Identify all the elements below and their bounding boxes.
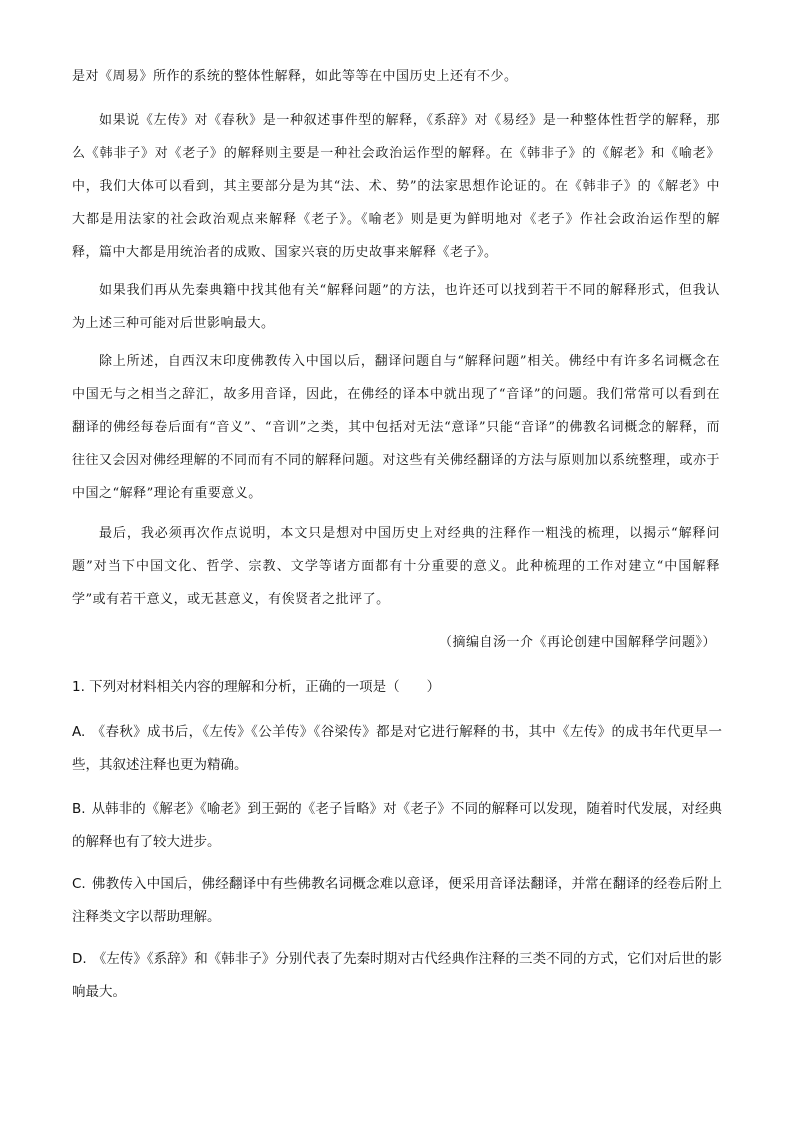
option-b[interactable]	[72, 793, 722, 859]
question-stem: 1. 下列对材料相关内容的理解和分析，正确的一项是（ ）	[72, 679, 441, 695]
option-c[interactable]	[72, 868, 722, 934]
passage-paragraph-0: 是对《周易》所作的系统的整体性解释，如此等等在中国历史上还有不少。	[72, 69, 518, 84]
option-d-text: 《左传》《系辞》和《韩非子》分别代表了先秦时期对古代经典作注释的三类不同的方式，它们对后世的影响最大。	[72, 951, 722, 1000]
option-b-text: 从韩非的《解老》《喻老》到王弼的《老子旨略》对《老子》不同的解释可以发现，随着时代发展，对经典的解释也有了较大进步。	[72, 801, 722, 850]
option-d[interactable]	[72, 943, 722, 1009]
option-a-text: 《春秋》成书后，《左传》《公羊传》《谷梁传》都是对它进行解释的书，其中《左传》的成书年代更早一些，其叙述注释也更为精确。	[72, 724, 722, 773]
option-d-letter: D.	[72, 951, 87, 967]
passage-source: （摘编自汤一介《再论创建中国解释学问题》）	[438, 635, 716, 650]
option-a-letter: A.	[72, 724, 86, 740]
passage-paragraph-2: 如果我们再从先秦典籍中找其他有关“解释问题”的方法，也许还可以找到若干不同的解释形式，但我认为上述三种可能对后世影响最大。	[72, 283, 720, 331]
passage-paragraph-4: 最后，我必须再次作点说明，本文只是想对中国历史上对经典的注释作一粗浅的梳理，以揭示“解释问题”对当下中国文化、哲学、宗教、文学等诸方面都有十分重要的意义。此种梳理的工作对建立“中国解释学”或有若干意义，或无甚意义，有俟贤者之批评了。	[72, 526, 720, 607]
option-c-letter: C.	[72, 876, 86, 892]
option-a[interactable]	[72, 716, 722, 782]
option-c-text: 佛教传入中国后，佛经翻译中有些佛教名词概念难以意译，便采用音译法翻译，并常在翻译的经卷后附上注释类文字以帮助理解。	[72, 876, 722, 925]
passage-paragraph-3: 除上所述，自西汉末印度佛教传入中国以后，翻译问题自与“解释问题”相关。佛经中有许多名词概念在中国无与之相当之辞汇，故多用音译，因此，在佛经的译本中就出现了“音译”的问题。我们常常可以看到在翻译的佛经每卷后面有“音义”、“音训”之类，其中包括对无法“意译”只能“音译”的佛教名词概念的解释，而往往又会因对佛经理解的不同而有不同的解释问题。对这些有关佛经翻译的方法与原则加以系统整理，或亦于中国之“解释”理论有重要意义。	[72, 354, 721, 501]
passage-paragraph-1: 如果说《左传》对《春秋》是一种叙述事件型的解释，《系辞》对《易经》是一种整体性哲学的解释，那么《韩非子》对《老子》的解释则主要是一种社会政治运作型的解释。在《韩非子》的《解老》和《喻老》中，我们大体可以看到，其主要部分是为其“法、术、势”的法家思想作论证的。在《韩非子》的《解老》中大都是用法家的社会政治观点来解释《老子》。《喻老》则是更为鲜明地对《老子》作社会政治运作型的解释，篇中大都是用统治者的成败、国家兴衰的历史故事来解释《老子》。	[72, 113, 720, 260]
option-b-letter: B.	[72, 801, 86, 817]
